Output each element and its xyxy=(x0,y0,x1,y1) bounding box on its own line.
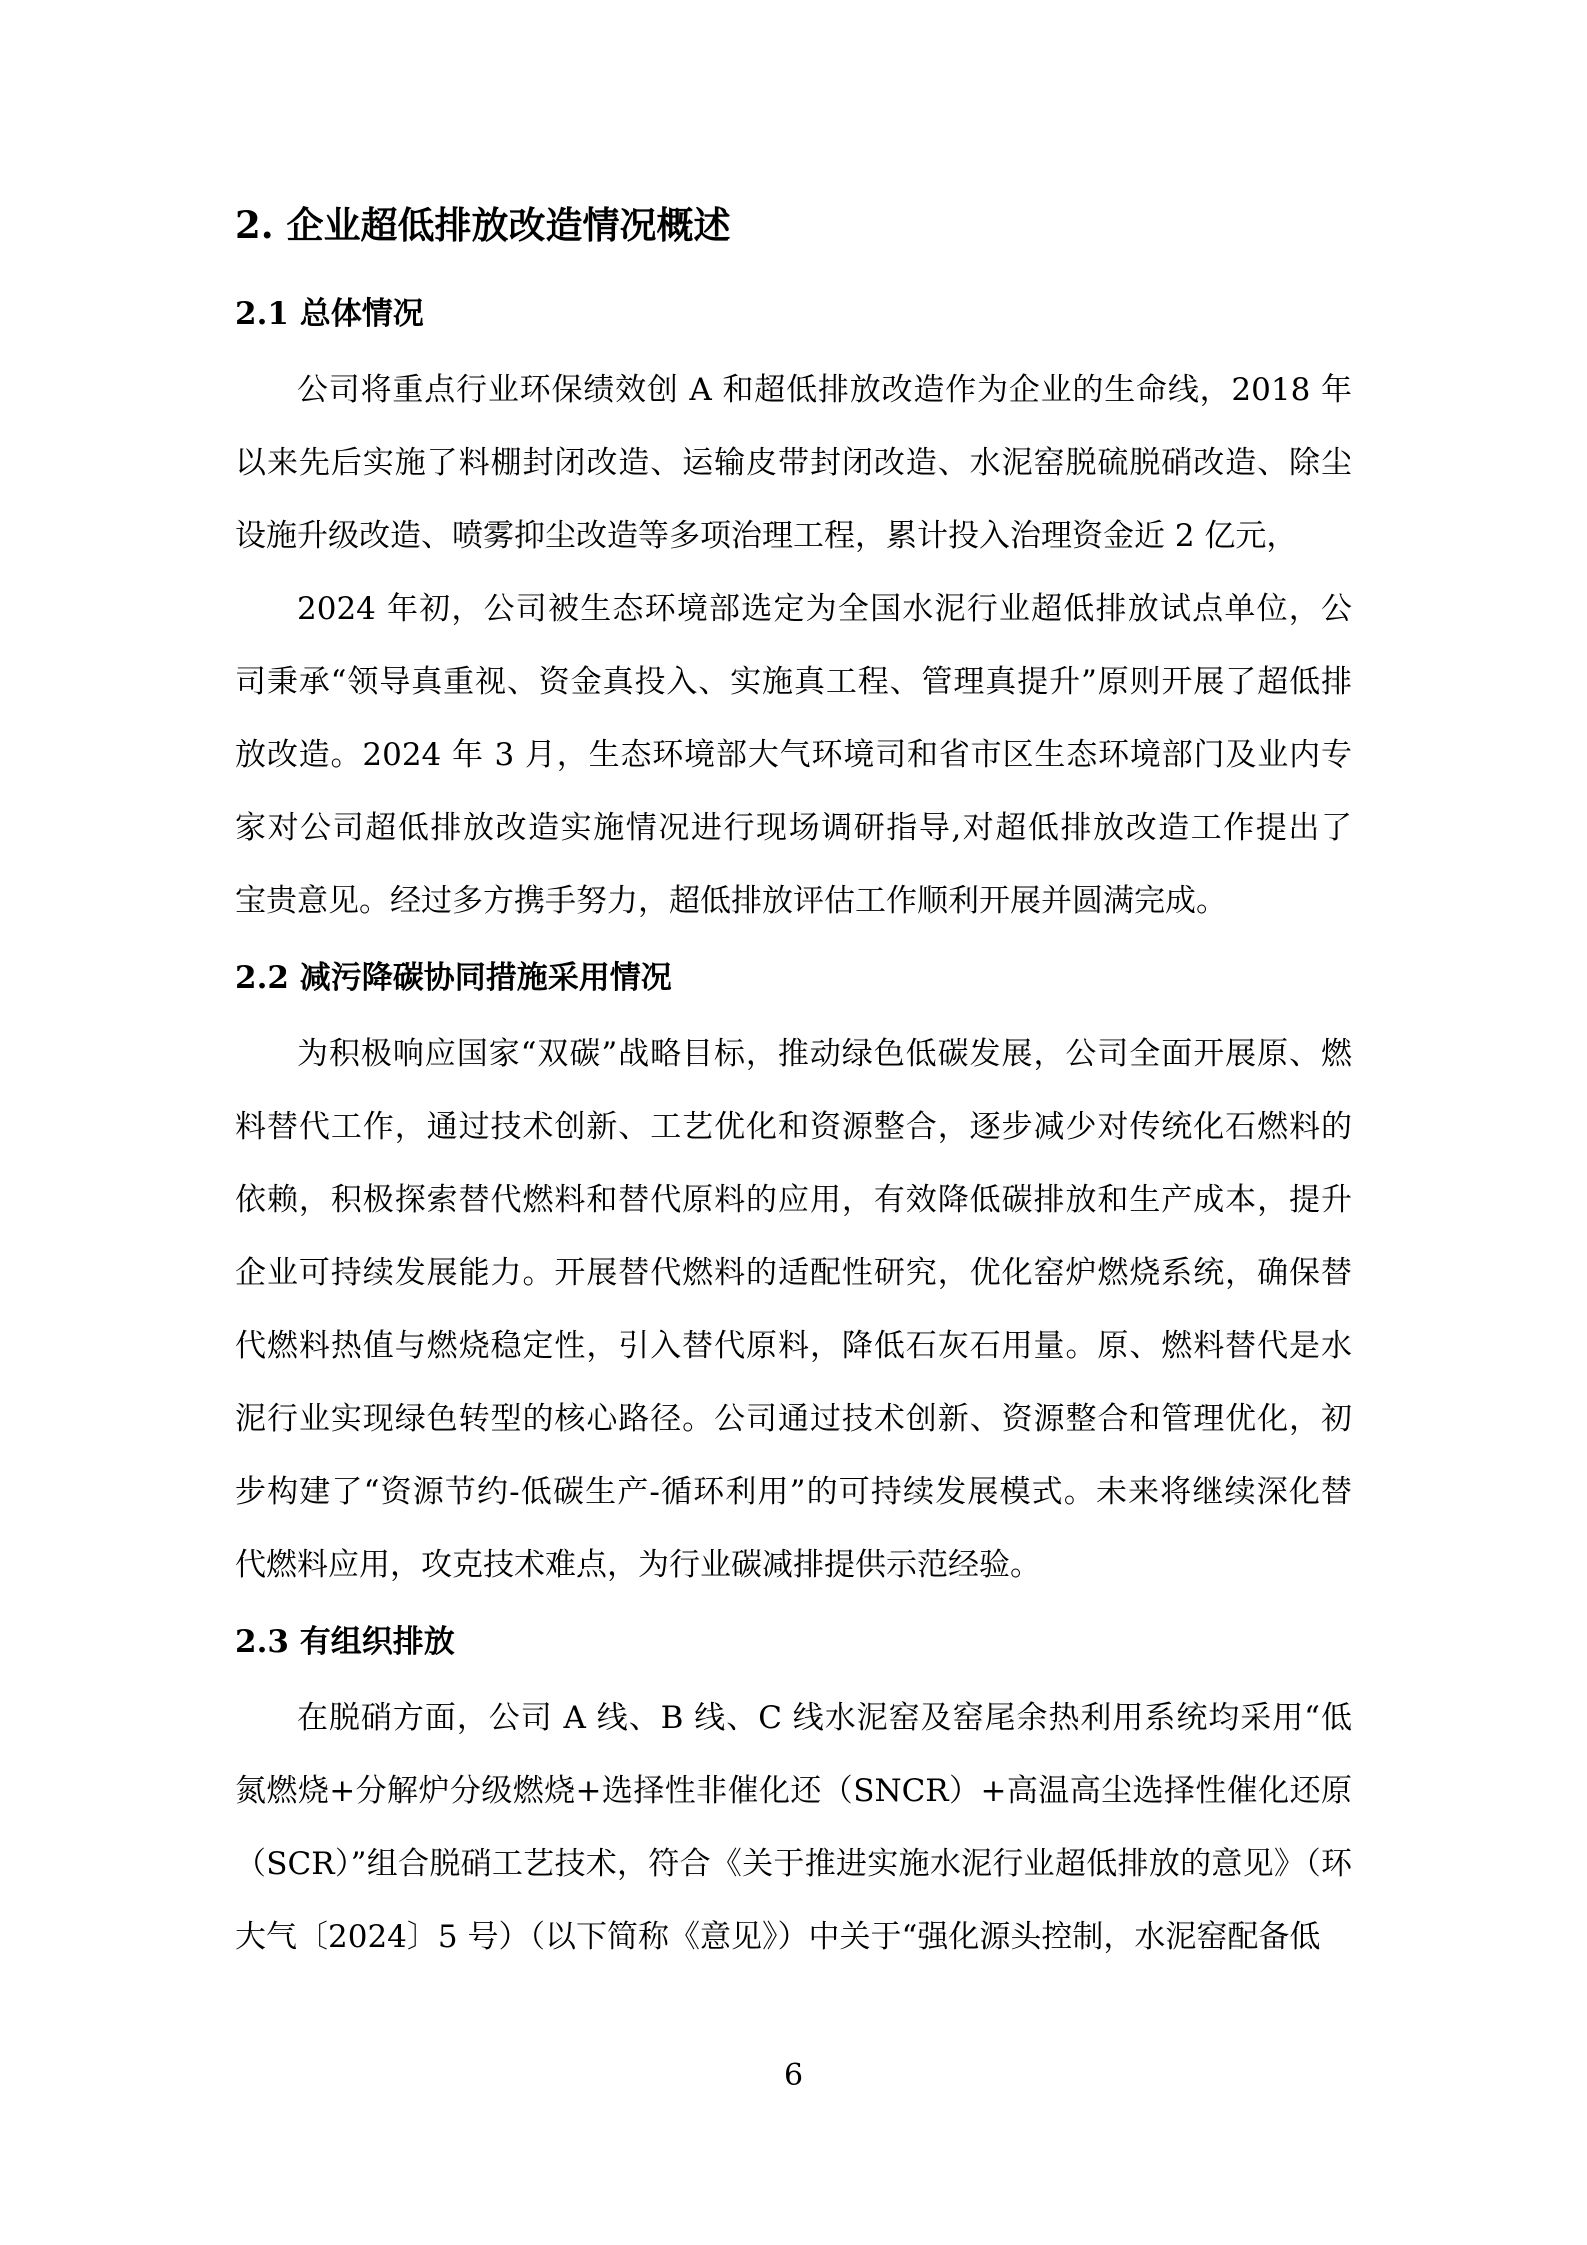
text-line: （SCR）”组合脱硝工艺技术，符合《关于推进实施水泥行业超低排放的意见》（环 xyxy=(235,1846,1352,1883)
text-line: 依赖，积极探索替代燃料和替代原料的应用，有效降低碳排放和生产成本，提升 xyxy=(235,1182,1352,1219)
text-line: 企业可持续发展能力。开展替代燃料的适配性研究，优化窑炉燃烧系统，确保替 xyxy=(235,1255,1352,1292)
document-title: 2. 企业超低排放改造情况概述 xyxy=(235,203,731,247)
text-line: 料替代工作，通过技术创新、工艺优化和资源整合，逐步减少对传统化石燃料的 xyxy=(235,1109,1352,1146)
text-line: 设施升级改造、喷雾抑尘改造等多项治理工程，累计投入治理资金近 2 亿元， xyxy=(235,518,1298,555)
text-line: 步构建了“资源节约-低碳生产-循环利用”的可持续发展模式。未来将继续深化替 xyxy=(235,1474,1352,1511)
paragraph xyxy=(235,354,1352,573)
section-heading: 2.2 减污降碳协同措施采用情况 xyxy=(235,960,672,997)
text-line: 司秉承“领导真重视、资金真投入、实施真工程、管理真提升”原则开展了超低排 xyxy=(235,664,1352,701)
text-line: 代燃料热值与燃烧稳定性，引入替代原料，降低石灰石用量。原、燃料替代是水 xyxy=(235,1328,1352,1365)
text-line: 公司将重点行业环保绩效创 A 和超低排放改造作为企业的生命线，2018 年 xyxy=(297,372,1352,409)
text-line: 家对公司超低排放改造实施情况进行现场调研指导,对超低排放改造工作提出了 xyxy=(235,810,1352,847)
text-line: 泥行业实现绿色转型的核心路径。公司通过技术创新、资源整合和管理优化，初 xyxy=(235,1401,1352,1438)
paragraph xyxy=(235,573,1352,938)
text-line: 代燃料应用，攻克技术难点，为行业碳减排提供示范经验。 xyxy=(235,1547,1041,1584)
text-line: 放改造。2024 年 3 月，生态环境部大气环境司和省市区生态环境部门及业内专 xyxy=(235,737,1352,774)
text-line: 宝贵意见。经过多方携手努力，超低排放评估工作顺利开展并圆满完成。 xyxy=(235,883,1227,920)
paragraph xyxy=(235,1018,1352,1602)
paragraph xyxy=(235,1682,1352,1974)
text-line: 为积极响应国家“双碳”战略目标，推动绿色低碳发展，公司全面开展原、燃 xyxy=(297,1036,1352,1073)
page-number: 6 xyxy=(783,2058,804,2093)
text-line: 氮燃烧+分解炉分级燃烧+选择性非催化还（SNCR）+高温高尘选择性催化还原 xyxy=(235,1773,1352,1810)
text-line: 大气〔2024〕5 号）（以下简称《意见》）中关于“强化源头控制，水泥窑配备低 xyxy=(235,1919,1321,1956)
text-line: 在脱硝方面，公司 A 线、B 线、C 线水泥窑及窑尾余热利用系统均采用“低 xyxy=(297,1700,1352,1737)
section-heading: 2.1 总体情况 xyxy=(235,296,424,333)
text-line: 2024 年初，公司被生态环境部选定为全国水泥行业超低排放试点单位，公 xyxy=(297,591,1352,628)
text-line: 以来先后实施了料棚封闭改造、运输皮带封闭改造、水泥窑脱硫脱硝改造、除尘 xyxy=(235,445,1352,482)
section-heading: 2.3 有组织排放 xyxy=(235,1624,455,1661)
document-body xyxy=(235,290,1352,1974)
